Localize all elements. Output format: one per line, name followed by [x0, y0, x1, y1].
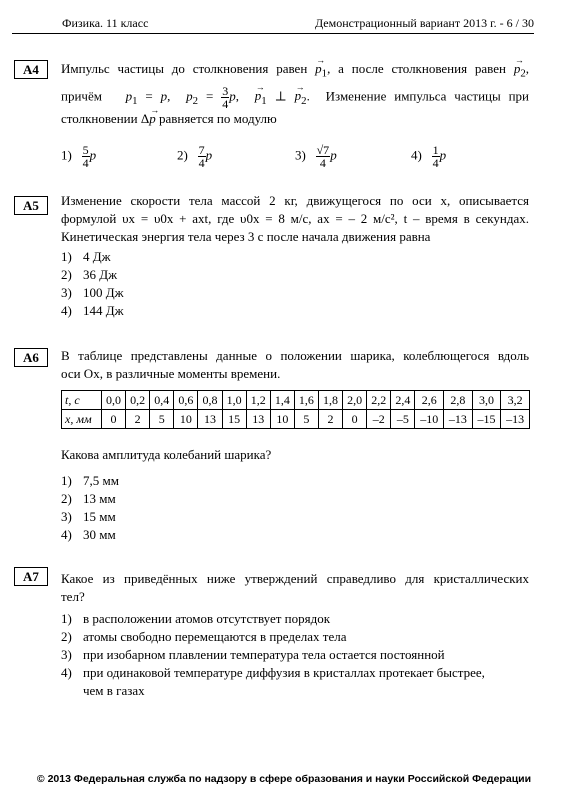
table-row-position — [62, 410, 530, 429]
table-header-position: x, мм — [62, 410, 102, 429]
question-a4-options — [61, 144, 531, 172]
question-label-a4: А4 — [14, 60, 48, 79]
table-cell: 0,8 — [198, 391, 222, 410]
table-cell: 5 — [150, 410, 174, 429]
table-cell: 0,6 — [174, 391, 198, 410]
option-a4-4: 4) $\frac{1}{4}$ p — [411, 143, 447, 170]
table-cell: 2,2 — [367, 391, 391, 410]
position-time-table — [61, 390, 530, 429]
question-a5-answers — [61, 248, 124, 320]
answer-a5-3: 3) 100 Дж — [61, 285, 124, 300]
table-cell: 1,4 — [270, 391, 294, 410]
answer-a6-3: 3) 15 мм — [61, 509, 116, 524]
answer-a7-2: 2) атомы свободно перемещаются в пределах тела — [61, 629, 347, 644]
page-header-subject: Физика. 11 класс — [62, 16, 149, 30]
table-cell: 2,8 — [444, 391, 473, 410]
option-a4-1: 1) $\frac{5}{4}$ p — [61, 143, 97, 170]
table-cell: –13 — [444, 410, 473, 429]
table-cell: 1,0 — [222, 391, 246, 410]
question-a6-text: В таблице представлены данные о положении шарика, колеблющегося вдоль оси Ox, в различные моменты времени. — [61, 348, 529, 381]
answer-a6-2: 2) 13 мм — [61, 491, 116, 506]
table-cell: –15 — [472, 410, 501, 429]
page-footer-copyright: © 2013 Федеральная служба по надзору в сфере образования и науки Российской Федерации — [36, 773, 532, 785]
answer-a5-4: 4) 144 Дж — [61, 303, 124, 318]
table-cell: 1,6 — [294, 391, 318, 410]
table-header-time: t, с — [62, 391, 102, 410]
question-a5-text: Изменение скорости тела массой 2 кг, движущегося по оси x, описывается формулой υx = υ0x + axt, где υ0x = 8 м/с, ax = – 2 м/с², t – время в секундах. Кинетическая энергия тела через 3 с после начала движения равна — [61, 193, 529, 244]
question-a7-answers — [61, 610, 531, 700]
page-header-variant: Демонстрационный вариант 2013 г. - 6 / 30 — [314, 16, 534, 30]
table-cell: 2 — [126, 410, 150, 429]
question-label-a6: А6 — [14, 348, 48, 367]
table-cell: 10 — [270, 410, 294, 429]
table-cell: 0,0 — [102, 391, 126, 410]
answer-a7-1: 1) в расположении атомов отсутствует порядок — [61, 611, 331, 626]
table-row-time — [62, 391, 530, 410]
option-a4-2: 2) $\frac{7}{4}$ p — [177, 143, 213, 170]
question-a4-text: Импульс частицы до столкновения равен → $p_1$, а после столкновения равен → $p_2$, причём $p_1 = p$, $p_2$ = $\frac{3}{4}$ p, → $p_1$ ⊥ → $p_2$. Изменение импульса частицы при столкновении Δ→ p равняется по модулю — [61, 60, 529, 120]
table-cell: –10 — [415, 410, 444, 429]
answer-a5-1: 1) 4 Дж — [61, 249, 111, 264]
table-cell: –13 — [501, 410, 530, 429]
table-cell: 2,0 — [343, 391, 367, 410]
question-label-a7: А7 — [14, 567, 48, 586]
answer-a6-4: 4) 30 мм — [61, 527, 116, 542]
table-cell: 1,8 — [318, 391, 342, 410]
table-cell: 13 — [246, 410, 270, 429]
header-divider — [12, 33, 534, 34]
answer-a6-1: 1) 7,5 мм — [61, 473, 119, 488]
question-a6-answers — [61, 472, 119, 544]
table-cell: 2,6 — [415, 391, 444, 410]
question-a6-prompt: Какова амплитуда колебаний шарика? — [61, 447, 272, 462]
answer-a5-2: 2) 36 Дж — [61, 267, 118, 282]
table-cell: 5 — [294, 410, 318, 429]
table-cell: 15 — [222, 410, 246, 429]
question-a7-text: Какое из приведённых ниже утверждений справедливо для кристаллических тел? — [61, 571, 529, 604]
table-cell: 0,4 — [150, 391, 174, 410]
table-cell: 1,2 — [246, 391, 270, 410]
table-cell: 10 — [174, 410, 198, 429]
answer-a7-4-continued: чем в газах — [83, 683, 145, 698]
option-a4-3: 3) $\frac{√7}{4}$ p — [295, 143, 337, 170]
table-cell: 3,0 — [472, 391, 501, 410]
table-cell: 2 — [318, 410, 342, 429]
table-cell: –5 — [391, 410, 415, 429]
table-cell: 0 — [343, 410, 367, 429]
table-cell: 0 — [102, 410, 126, 429]
table-cell: 2,4 — [391, 391, 415, 410]
table-cell: 13 — [198, 410, 222, 429]
table-cell: 3,2 — [501, 391, 530, 410]
answer-a7-3: 3) при изобарном плавлении температура тела остается постоянной — [61, 647, 445, 662]
table-cell: –2 — [367, 410, 391, 429]
answer-a7-4: 4) при одинаковой температуре диффузия в кристаллах протекает быстрее, — [61, 665, 485, 680]
question-label-a5: А5 — [14, 196, 48, 215]
table-cell: 0,2 — [126, 391, 150, 410]
